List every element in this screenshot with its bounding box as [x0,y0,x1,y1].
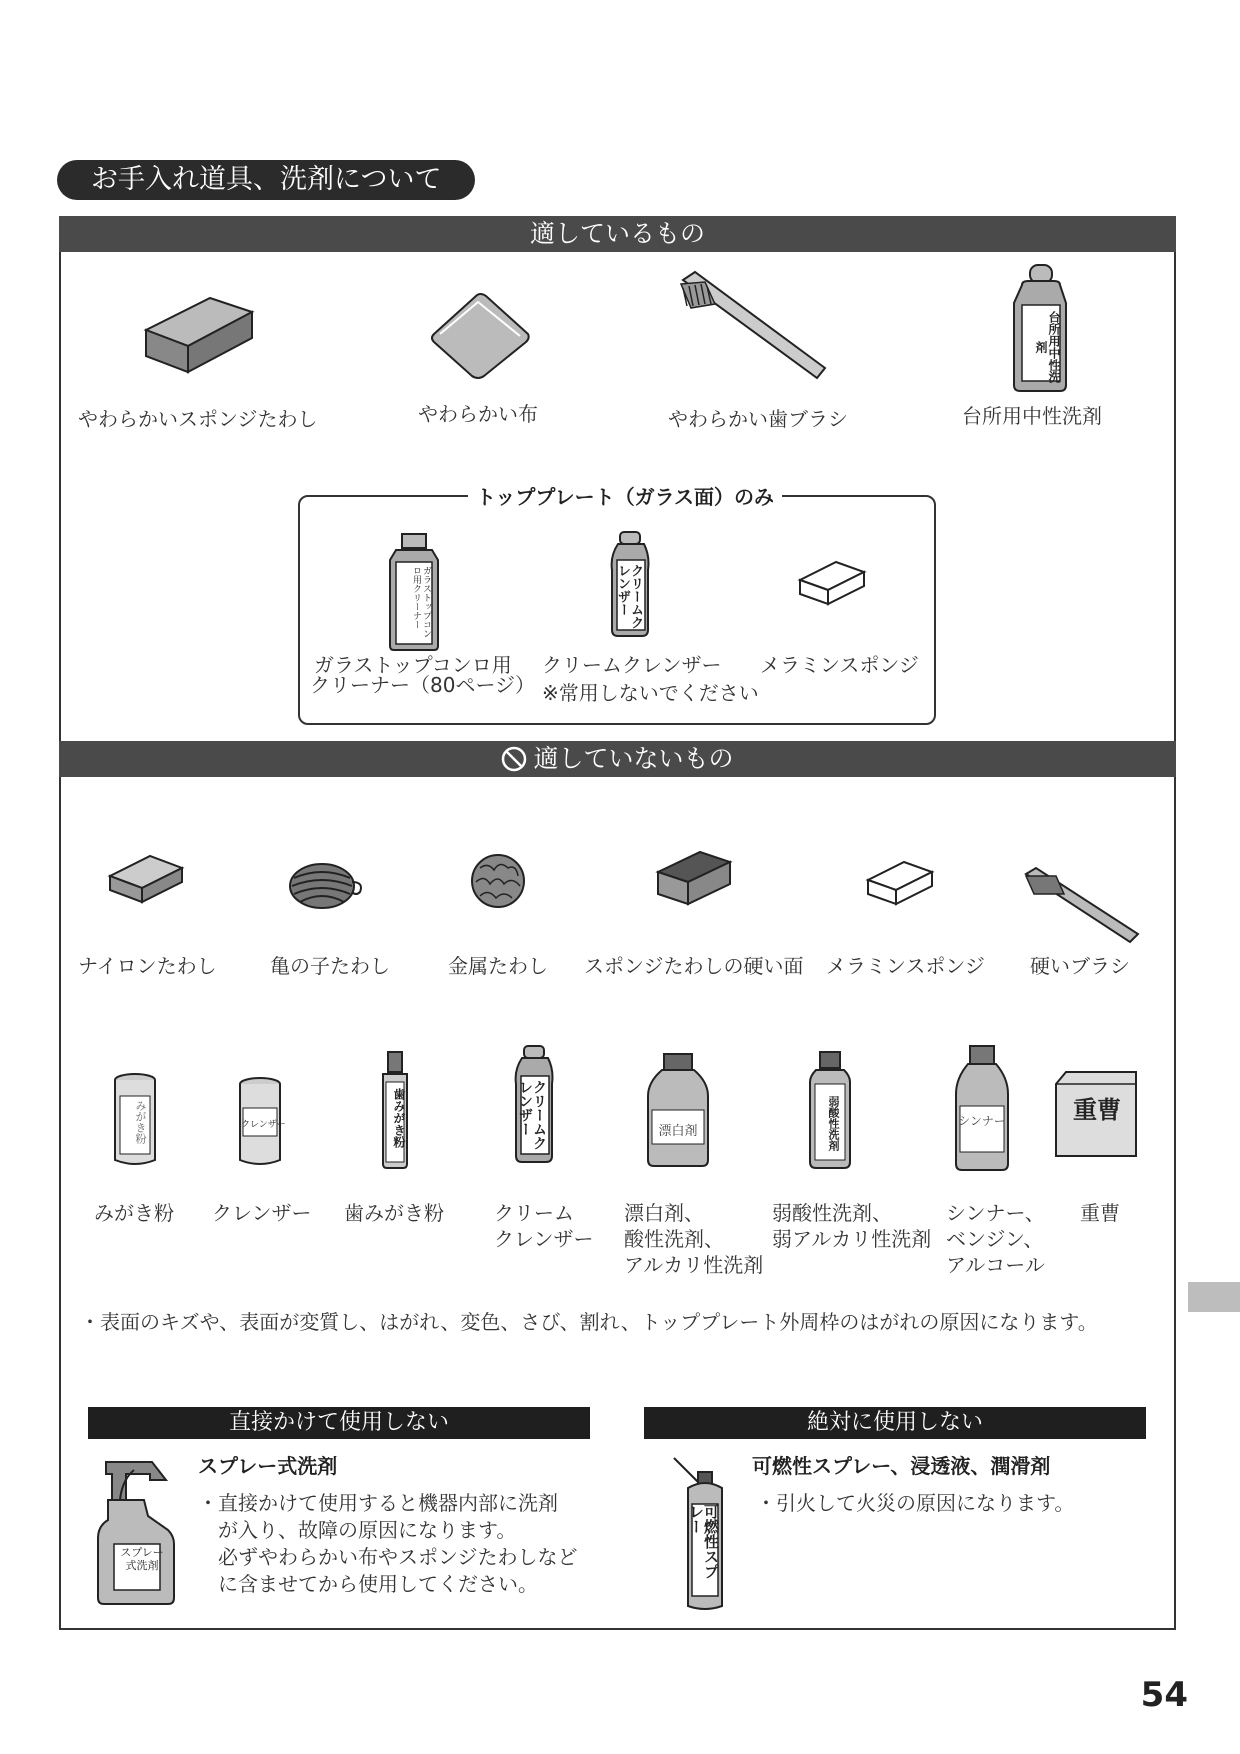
page-number: 54 [1140,1675,1188,1715]
unsuitable-header-label: 適していないもの [533,744,734,773]
list-item: クレンザー [494,1227,594,1251]
detergent-bottle-label: 台所用中性洗剤 [1034,311,1061,383]
list-item: 硬いブラシ [1030,954,1130,978]
unsuitable-header [59,741,1176,777]
warning-header: 直接かけて使用しない [88,1407,590,1439]
thinner-bottle-icon [952,1044,1012,1172]
list-item: スポンジたわしの硬い面 [584,954,804,978]
list-item: シンナー、 [946,1201,1045,1225]
section-title: お手入れ道具、洗剤について [57,160,475,200]
warning-line: ・直接かけて使用すると機器内部に洗剤 [198,1491,558,1515]
list-item: やわらかいスポンジたわし [78,407,318,431]
top-plate-title: トッププレート（ガラス面）のみ [468,481,782,510]
list-item: 金属たわし [448,954,548,978]
side-tab [1188,1282,1240,1312]
list-item: 重曹 [1080,1201,1120,1225]
glass-cleaner-bottle-label: ガラストップコンロ用クリーナー [411,566,431,638]
weak-acid-bottle-label: 弱酸性洗剤 [827,1096,840,1151]
nylon-scrubber-icon [106,852,186,908]
warning-title: スプレー式洗剤 [198,1454,338,1478]
list-item: やわらかい歯ブラシ [668,407,848,431]
warning-line: ・引火して火災の原因になります。 [756,1491,1075,1515]
list-item: みがき粉 [94,1201,174,1225]
spray-bottle-icon [92,1460,182,1610]
sponge-hard-side-icon [654,848,734,908]
list-item: アルコール [946,1253,1045,1277]
list-item: ベンジン、 [946,1227,1044,1251]
toothpaste-label: 歯みがき粉 [392,1088,406,1148]
list-item: ガラストップコンロ用 [314,653,512,677]
list-item: メラミンスポンジ [826,954,985,978]
warning-line: 必ずやわらかい布やスポンジたわしなど [198,1545,578,1569]
hard-brush-icon [1022,864,1142,944]
polishing-powder-label: みがき粉 [134,1100,147,1144]
scrub-brush-icon [286,856,366,912]
prohibited-icon [501,746,527,772]
list-item: クリーム [494,1201,574,1225]
steel-wool-icon [468,852,530,910]
list-item: 漂白剤、 [624,1201,704,1225]
warning-line: が入り、故障の原因になります。 [198,1518,517,1542]
baking-soda-box-label: 重曹 [1073,1096,1121,1124]
sponge-icon [140,290,260,380]
thinner-bottle-label: シンナー [958,1114,1006,1128]
list-item: 台所用中性洗剤 [962,404,1102,428]
list-item: 弱酸性洗剤、 [772,1201,892,1225]
list-item: やわらかい布 [418,402,538,426]
caution-note: ・表面のキズや、表面が変質し、はがれ、変色、さび、割れ、トッププレート外周枠のはがれの原因になります。 [80,1310,1098,1334]
suitable-header [59,216,1176,252]
cream-cleanser-bottle-label: クリームクレンザー [615,564,643,629]
list-item: クレンザー [212,1201,312,1225]
bleach-bottle-icon [646,1052,710,1168]
melamine-sponge-icon [864,858,936,908]
spray-bottle-label: スプレー式洗剤 [120,1546,164,1572]
warning-title: 可燃性スプレー、浸透液、潤滑剤 [752,1454,1051,1478]
list-item: 亀の子たわし [270,954,390,978]
list-item: アルカリ性洗剤 [624,1253,764,1277]
list-item: 酸性洗剤、 [624,1227,724,1251]
list-item: クリームクレンザー [542,653,722,677]
suitable-header-label: 適しているもの [529,219,705,248]
list-item: ナイロンたわし [78,954,217,978]
warning-header: 絶対に使用しない [644,1407,1146,1439]
bleach-bottle-label: 漂白剤 [658,1124,698,1139]
warning-line: に含ませてから使用してください。 [198,1572,538,1596]
toothbrush-icon [675,268,835,383]
cream-cleanser-bottle-label: クリームクレンザー [517,1080,547,1150]
list-item: 歯みがき粉 [344,1201,444,1225]
melamine-sponge-icon [796,558,868,608]
cloth-icon [428,290,538,380]
cleanser-can-label: クレンザー [241,1120,286,1130]
list-item: クリーナー（80ページ） [310,673,536,697]
flammable-spray-label: 可燃性スプレー [687,1504,720,1579]
list-item: ※常用しないでください [542,681,759,705]
list-item: 弱アルカリ性洗剤 [772,1227,932,1251]
list-item: メラミンスポンジ [760,653,919,677]
